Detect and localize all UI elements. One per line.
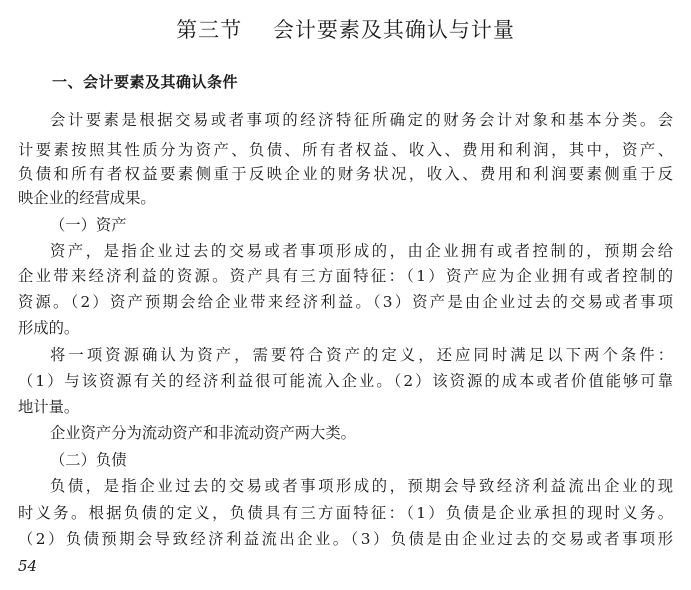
text-line: （1）与该资源有关的经济利益很可能流入企业。（2）该资源的成本或者价值能够可靠 — [18, 372, 673, 390]
text-line: 资源。（2）资产预期会给企业带来经济利益。（3）资产是由企业过去的交易或者事项 — [18, 293, 673, 311]
text-line: 企业资产分为流动资产和非流动资产两大类。 — [50, 424, 356, 442]
section-heading: 一、会计要素及其确认条件 — [52, 73, 239, 91]
page-number: 54 — [18, 557, 38, 575]
text-line: 资产，是指企业过去的交易或者事项形成的，由企业拥有或者控制的，预期会给 — [50, 242, 673, 260]
text-line: （一）资产 — [50, 216, 127, 234]
text-line: 时义务。根据负债的定义，负债具有三方面特征：（1）负债是企业承担的现时义务。 — [18, 504, 673, 522]
text-line: 映企业的经营成果。 — [18, 189, 156, 207]
text-line: 会计要素是根据交易或者事项的经济特征所确定的财务会计对象和基本分类。会 — [50, 111, 673, 129]
text-line: 负债和所有者权益要素侧重于反映企业的财务状况，收入、费用和利润要素侧重于反 — [18, 165, 673, 183]
text-line: 负债，是指企业过去的交易或者事项形成的，预期会导致经济利益流出企业的现 — [50, 477, 673, 495]
page-title: 第三节 会计要素及其确认与计量 — [176, 18, 515, 42]
text-line: 地计量。 — [18, 398, 80, 416]
text-line: （2）负债预期会导致经济利益流出企业。（3）负债是由企业过去的交易或者事项形 — [18, 530, 673, 548]
text-line: 将一项资源确认为资产，需要符合资产的定义，还应同时满足以下两个条件： — [50, 346, 673, 364]
text-line: （二）负债 — [50, 451, 127, 469]
text-line: 形成的。 — [18, 319, 80, 337]
text-line: 计要素按照其性质分为资产、负债、所有者权益、收入、费用和利润，其中，资产、 — [18, 141, 673, 159]
text-line: 企业带来经济利益的资源。资产具有三方面特征：（1）资产应为企业拥有或者控制的 — [18, 267, 673, 285]
